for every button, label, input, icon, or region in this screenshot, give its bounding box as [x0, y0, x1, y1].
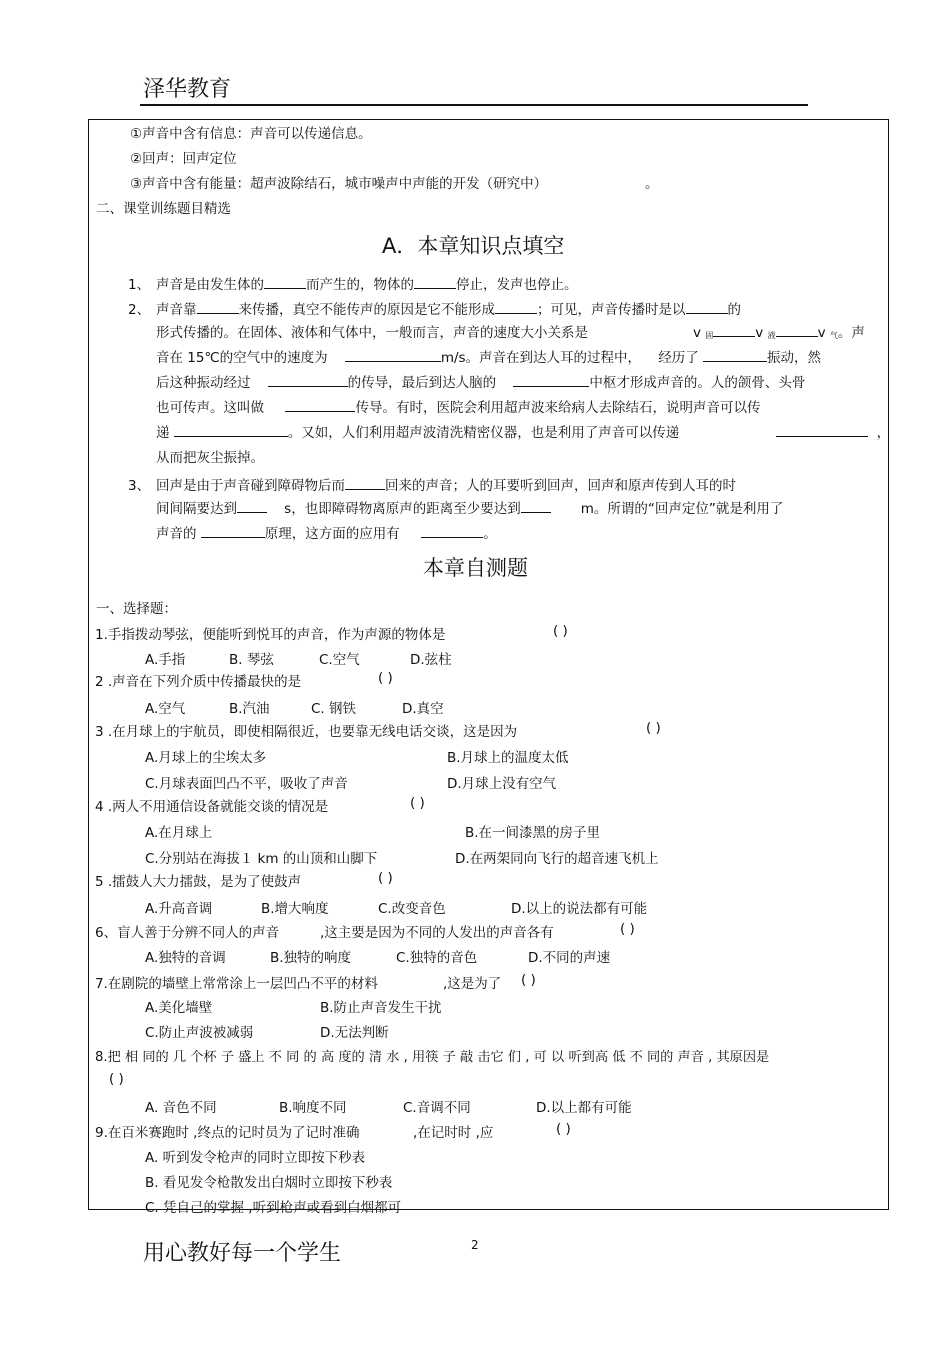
answer-paren: ( ) [410, 795, 425, 811]
option: C.分别站在海拔１ km 的山顶和山脚下 [145, 851, 378, 867]
answer-paren: ( ) [620, 921, 635, 937]
option: A.独特的音调 [145, 950, 226, 966]
blank[interactable] [264, 276, 306, 289]
answer-paren: ( ) [378, 870, 393, 886]
fill-q3-number: 3、 [128, 478, 151, 494]
fill-q3-line3: 声音的 原理，这方面的应用有 。 [156, 526, 497, 542]
option: A.空气 [145, 701, 186, 717]
option: B.增大响度 [261, 901, 329, 917]
option: D.以上的说法都有可能 [511, 901, 648, 917]
answer-paren: ( ) [109, 1071, 124, 1087]
header-title: 泽华教育 [143, 77, 232, 102]
option: B.在一间漆黑的房子里 [465, 825, 601, 841]
blank[interactable] [268, 374, 348, 387]
question-stem-cont: ,这主要是因为不同的人发出的声音各有 [320, 925, 554, 941]
question-stem: 6、盲人善于分辨不同人的声音 [95, 925, 280, 941]
fill-q2-line7: 从而把灰尘振掉。 [156, 450, 264, 466]
option: B.月球上的温度太低 [447, 750, 569, 766]
fill-q2-speed-relation: v $_固$ v $_液$ v $_气$。声 [693, 325, 865, 341]
fill-q3-line2: 间间隔要达到 s，也即障碍物离原声的距离至少要达到 m。所谓的“回声定位”就是利用了 [156, 501, 784, 517]
header-rule [140, 104, 808, 106]
blank[interactable] [421, 525, 483, 538]
question-stem: 5 .擂鼓人大力擂鼓，是为了使鼓声 [95, 874, 302, 890]
option: D.不同的声速 [528, 950, 611, 966]
option: D.无法判断 [320, 1025, 389, 1041]
option: D.在两架同向飞行的超音速飞机上 [455, 851, 659, 867]
blank[interactable] [345, 477, 385, 490]
note-1: ①声音中含有信息：声音可以传递信息。 [130, 126, 372, 142]
option: C.音调不同 [403, 1100, 471, 1116]
option: D.真空 [402, 701, 444, 717]
note-2: ②回声：回声定位 [130, 151, 237, 167]
blank[interactable] [713, 324, 755, 337]
blank[interactable] [495, 301, 537, 314]
option: C.防止声波被减弱 [145, 1025, 254, 1041]
blank[interactable] [345, 349, 441, 362]
blank[interactable] [285, 399, 355, 412]
answer-paren: ( ) [521, 972, 536, 988]
option: A.月球上的尘埃太多 [145, 750, 267, 766]
blank[interactable] [703, 349, 767, 362]
question-stem-cont: ,在记时时 ,应 [413, 1125, 494, 1141]
note-3: ③声音中含有能量：超声波除结石，城市噪声中声能的开发（研究中） [130, 176, 548, 192]
fill-q2-line1: 声音靠 来传播，真空不能传声的原因是它不能形成 ；可见，声音传播时是以 的 [156, 302, 741, 318]
section-a-title: A．本章知识点填空 [382, 234, 565, 258]
blank[interactable] [237, 500, 267, 513]
fill-q2-line6: 递 。又如，人们利用超声波清洗精密仪器，也是利用了声音可以传递 [156, 425, 680, 441]
blank[interactable] [686, 301, 728, 314]
option: A. 音色不同 [145, 1100, 217, 1116]
footer-slogan: 用心教好每一个学生 [143, 1241, 342, 1266]
option: D.月球上没有空气 [447, 776, 557, 792]
option: D.弦柱 [410, 652, 452, 668]
fill-q3-line1: 回声是由于声音碰到障碍物后而 回来的声音；人的耳要听到回声，回声和原声传到人耳的时 [156, 478, 736, 494]
question-stem: 7.在剧院的墙壁上常常涂上一层凹凸不平的材料 [95, 976, 378, 992]
section-two-heading: 二、课堂训练题目精选 [96, 201, 231, 217]
option: B.响度不同 [279, 1100, 347, 1116]
page-number: 2 [471, 1238, 479, 1252]
answer-paren: ( ) [646, 720, 661, 736]
question-stem: 2 .声音在下列介质中传播最快的是 [95, 674, 302, 690]
option: B. 琴弦 [229, 652, 274, 668]
option: A.美化墙壁 [145, 1000, 213, 1016]
option: A.手指 [145, 652, 186, 668]
question-stem: 1.手指拨动琴弦，便能听到悦耳的声音，作为声源的物体是 [95, 627, 446, 643]
fill-q2-line6-end: ， [776, 421, 890, 441]
option: A.在月球上 [145, 825, 213, 841]
question-stem: 9.在百米赛跑时 ,终点的记时员为了记时准确 [95, 1125, 360, 1141]
fill-q1-line: 声音是由发生体的 而产生的，物体的 停止，发声也停止。 [156, 277, 578, 293]
answer-paren: ( ) [378, 670, 393, 686]
option: B.独特的响度 [270, 950, 352, 966]
blank[interactable] [201, 525, 265, 538]
answer-paren: ( ) [556, 1121, 571, 1137]
self-test-title: 本章自测题 [423, 556, 528, 580]
fill-q2-number: 2、 [128, 302, 151, 318]
option: B. 看见发令枪散发出白烟时立即按下秒表 [145, 1175, 393, 1191]
note-3-end: 。 [645, 176, 659, 192]
choice-section-heading: 一、选择题： [96, 601, 177, 617]
question-stem: 8.把 相 同的 几 个杯 子 盛上 不 同 的 高 度的 清 水 , 用筷 子 敲 击它 们 , 可 以 听到高 低 不 同的 声音 , 其原因是 [95, 1050, 770, 1065]
option: C. 钢铁 [311, 701, 357, 717]
blank[interactable] [513, 374, 589, 387]
question-stem: 3 .在月球上的宇航员，即使相隔很近，也要靠无线电话交谈，这是因为 [95, 724, 518, 740]
blank[interactable] [776, 424, 868, 437]
question-stem-cont: ,这是为了 [443, 976, 502, 992]
blank[interactable] [174, 424, 288, 437]
question-stem: 4 .两人不用通信设备就能交谈的情况是 [95, 799, 329, 815]
fill-q2-line5: 也可传声。这叫做 传导。有时，医院会利用超声波来给病人去除结石，说明声音可以传 [156, 400, 761, 416]
option: A.升高音调 [145, 901, 213, 917]
option: A. 听到发令枪声的同时立即按下秒表 [145, 1150, 366, 1166]
fill-q2-line4: 后这种振动经过 的传导，最后到达人脑的 中枢才形成声音的。人的颌骨、头骨 [156, 375, 806, 391]
option: C.空气 [319, 652, 360, 668]
fill-q2-line3: 音在 15℃的空气中的速度为 m/s。声音在到达人耳的过程中， 经历了 振动，然 [156, 350, 822, 366]
option: C. 凭自己的掌握 ,听到枪声或看到白烟都可 [145, 1200, 402, 1216]
option: B.防止声音发生干扰 [320, 1000, 442, 1016]
answer-paren: ( ) [553, 623, 568, 639]
option: C.独特的音色 [396, 950, 478, 966]
fill-q1-number: 1、 [128, 277, 151, 293]
fill-q2-line2: 形式传播的。在固体、液体和气体中，一般而言，声音的速度大小关系是 [156, 325, 588, 341]
option: B.汽油 [229, 701, 270, 717]
blank[interactable] [776, 324, 818, 337]
option: D.以上都有可能 [536, 1100, 632, 1116]
option: C.改变音色 [378, 901, 446, 917]
blank[interactable] [197, 301, 239, 314]
blank[interactable] [521, 500, 551, 513]
option: C.月球表面凹凸不平，吸收了声音 [145, 776, 348, 792]
blank[interactable] [414, 276, 456, 289]
